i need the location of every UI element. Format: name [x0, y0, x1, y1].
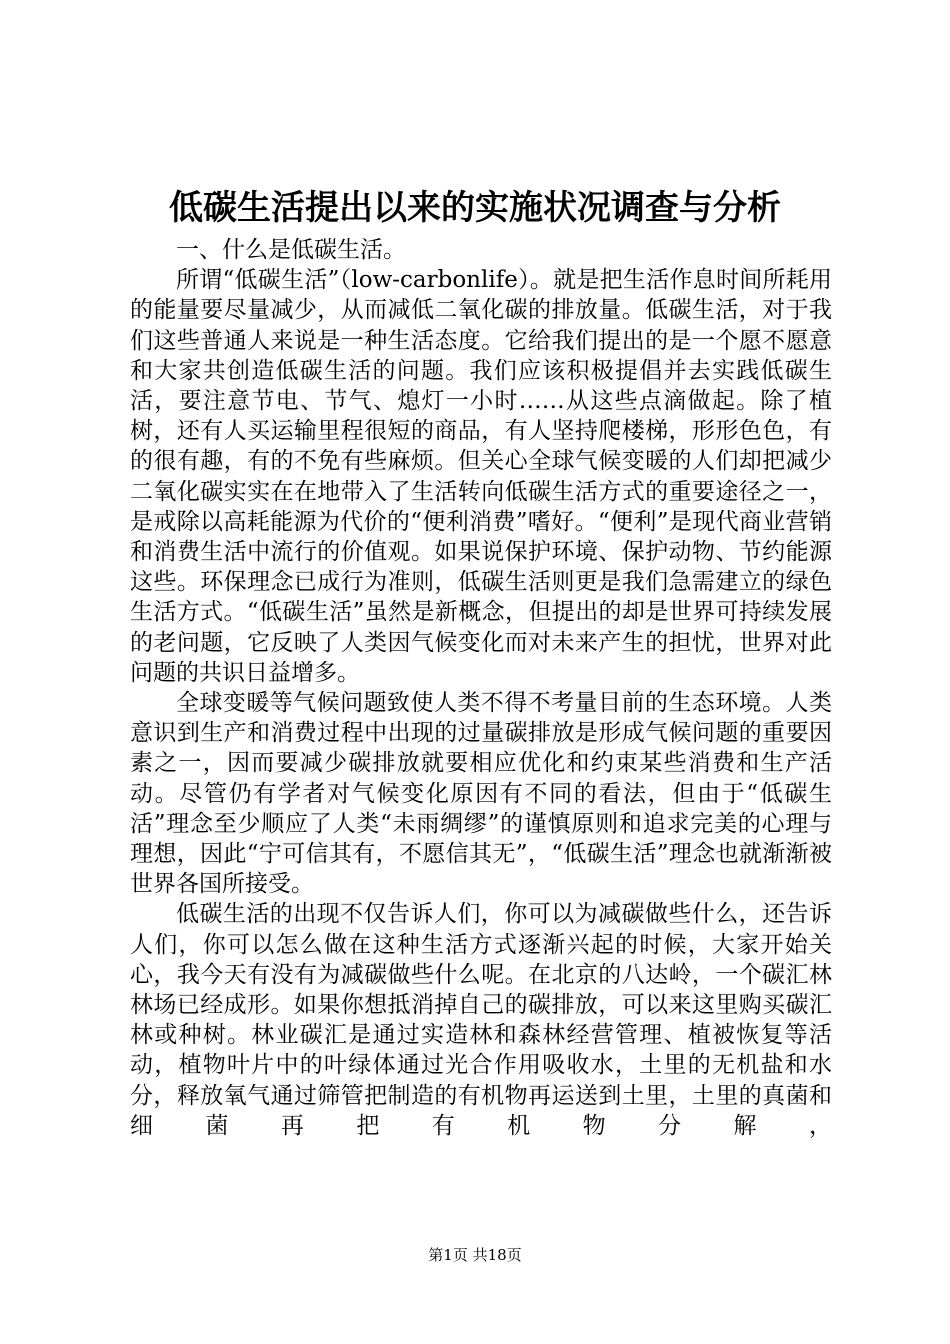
- paragraph-definition: 所谓“低碳生活”（low-carbonlife）。就是把生活作息时间所耗用的能量要尽量减少，从而减低二氧化碳的排放量。低碳生活，对于我们这些普通人来说是一种生活态度。它给我们提出的是一个愿不愿意和大家共创造低碳生活的问题。我们应该积极提倡并去实践低碳生活，要注意节电、节气、熄灯一小时……从这些点滴做起。除了植树，还有人买运输里程很短的商品，有人坚持爬楼梯，形形色色，有的很有趣，有的不免有些麻烦。但关心全球气候变暖的人们却把减少二氧化碳实实在在地带入了生活转向低碳生活方式的重要途径之一，是戒除以高耗能源为代价的“便利消费”嗜好。“便利”是现代商业营销和消费生活中流行的价值观。如果说保护环境、保护动物、节约能源这些。环保理念已成行为准则，低碳生活则更是我们急需建立的绿色生活方式。“低碳生活”虽然是新概念，但提出的却是世界可持续发展的老问题，它反映了人类因气候变化而对未来产生的担忧，世界对此问题的共识日益增多。: [130, 267, 832, 686]
- page-footer: 第1页 共18页: [428, 1246, 522, 1264]
- section-heading: 一、什么是低碳生活。: [176, 237, 406, 263]
- document-body: [130, 235, 832, 1141]
- paragraph-carbon-sink: 低碳生活的出现不仅告诉人们，你可以为减碳做些什么，还告诉人们，你可以怎么做在这种生活方式逐渐兴起的时候，大家开始关心，我今天有没有为减碳做些什么呢。在北京的八达岭，一个碳汇林林场已经成形。如果你想抵消掉自己的碳排放，可以来这里购买碳汇林或种树。林业碳汇是通过实造林和森林经营管理、植被恢复等活动，植物叶片中的叶绿体通过光合作用吸收水，土里的无机盐和水分，释放氧气通过筛管把制造的有机物再运送到土里，土里的真菌和细菌再把有机物分解，: [130, 901, 832, 1139]
- paragraph-global-warming: 全球变暖等气候问题致使人类不得不考量目前的生态环境。人类意识到生产和消费过程中出现的过量碳排放是形成气候问题的重要因素之一，因而要减少碳排放就要相应优化和约束某些消费和生产活动。尽管仍有学者对气候变化原因有不同的看法，但由于“低碳生活”理念至少顺应了人类“未雨绸缪”的谨慎原则和追求完美的心理与理想，因此“宁可信其有，不愿信其无”，“低碳生活”理念也就渐渐被世界各国所接受。: [130, 690, 832, 898]
- document-title: 低碳生活提出以来的实施状况调查与分析: [169, 188, 781, 228]
